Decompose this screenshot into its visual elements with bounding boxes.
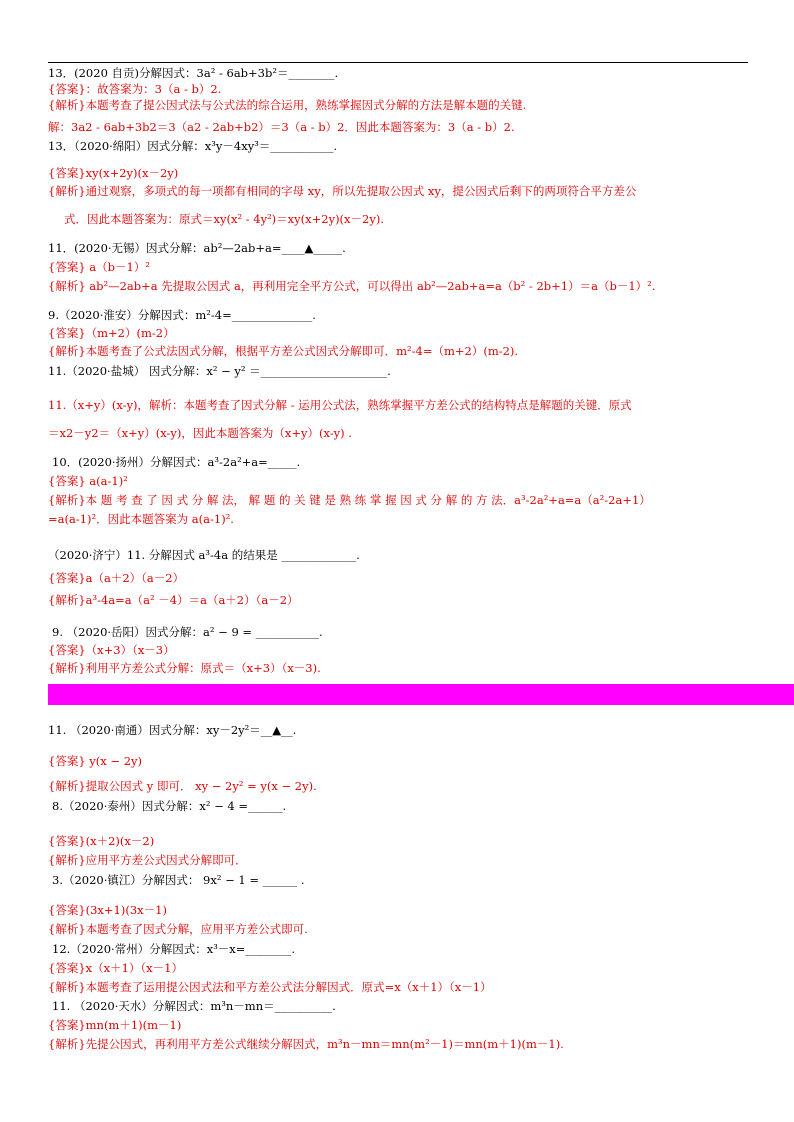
doc-line-l11: {解析} ab²—2ab+a 先提取公因式 a，再利用完全平方公式，可以得出 ab²—2ab+a=a（b² - 2b+1）＝a（b－1）². — [48, 279, 656, 293]
doc-line-l26: {答案}（x+3）（x－3） — [48, 643, 175, 657]
doc-line-l41: {答案}mn(m＋1)(m－1) — [48, 1018, 182, 1032]
doc-line-l14: {解析}本题考查了公式法因式分解，根据平方差公式因式分解即可．m²-4=（m+2）(m-2). — [48, 344, 519, 358]
doc-line-l37: 12.（2020·常州）分解因式：x³－x=________. — [52, 942, 296, 956]
doc-line-l27: {解析}利用平方差公式分解：原式＝（x+3）（x－3). — [48, 661, 321, 675]
doc-line-l38: {答案}x（x＋1）（x－1） — [48, 961, 183, 975]
doc-line-l02: {答案}：故答案为：3（a - b）2. — [48, 82, 222, 96]
doc-line-l04: 解：3a2 - 6ab+3b2＝3（a2 - 2ab+b2）＝3（a - b）2．因此本题答案为：3（a - b）2. — [48, 120, 515, 134]
header-rule — [48, 62, 748, 63]
doc-line-l17: ＝x2－y2＝（x+y）(x-y)，因此本题答案为（x+y）(x-y) . — [48, 426, 352, 440]
doc-line-l40: 11. （2020·天水）分解因式：m³n－mn＝__________. — [52, 999, 336, 1013]
doc-line-l36: {解析}本题考查了因式分解，应用平方差公式即可. — [48, 922, 308, 936]
doc-line-l25: 9. （2020·岳阳）因式分解：a² − 9 = ___________. — [52, 625, 323, 639]
doc-line-l01: 13．(2020 自贡)分解因式：3a² - 6ab+3b²＝________. — [48, 66, 339, 80]
doc-line-l12: 9.（2020·淮安）分解因式：m²-4=______________. — [48, 308, 316, 322]
doc-line-l35: {答案}(3x+1)(3x－1) — [48, 903, 167, 917]
doc-line-l31: 8.（2020·泰州）因式分解：x² − 4 =______. — [52, 799, 287, 813]
doc-line-l08: 式．因此本题答案为：原式＝xy(x² - 4y²)＝xy(x+2y)(x－2y). — [64, 212, 384, 226]
doc-line-l09: 11．(2020·无锡）因式分解：ab²—2ab+a=____▲_____. — [48, 241, 346, 255]
doc-line-l05: 13．（2020·绵阳）因式分解：x³y－4xy³＝___________. — [48, 139, 338, 153]
doc-line-l39: {解析}本题考查了运用提公因式法和平方差公式法分解因式．原式=x（x＋1）（x－1） — [48, 980, 492, 994]
doc-line-l20: {解析}本 题 考 查 了 因 式 分 解 法， 解 题 的 关 键 是 熟 练 掌 握 因 式 分 解 的 方 法．a³-2a²+a=a（a²-2a+1） — [48, 493, 651, 507]
doc-line-l42: {解析}先提公因式，再利用平方差公式继续分解因式，m³n－mn＝mn(m²－1)＝mn(m＋1)(m－1). — [48, 1037, 564, 1051]
doc-line-l16: 11.（x+y）(x-y)，解析：本题考查了因式分解 - 运用公式法，熟练掌握平方差公式的结构特点是解题的关键．原式 — [48, 398, 632, 412]
doc-line-l10: {答案} a（b－1）² — [48, 260, 150, 274]
doc-line-l21: =a(a-1)²．因此本题答案为 a(a-1)². — [48, 512, 234, 526]
magenta-separator-band — [48, 684, 794, 705]
doc-line-l22: （2020·济宁）11. 分解因式 a³-4a 的结果是 _____________. — [48, 548, 360, 562]
doc-line-l34: 3.（2020·镇江）分解因式： 9x² − 1 = ______ . — [52, 873, 305, 887]
doc-line-l33: {解析}应用平方差公式因式分解即可． — [48, 853, 247, 867]
doc-line-l13: {答案}（m+2）(m-2） — [48, 326, 175, 340]
doc-line-l15: 11.（2020·盐城） 因式分解：x² − y² ＝______________________. — [48, 364, 391, 378]
doc-line-l19: {答案} a(a-1)² — [48, 474, 128, 488]
doc-line-l06: {答案}xy(x+2y)(x－2y) — [48, 166, 179, 180]
doc-line-l03: {解析}本题考查了提公因式法与公式法的综合运用，熟练掌握因式分解的方法是解本题的关键. — [48, 98, 527, 112]
doc-line-l28: 11. （2020·南通）因式分解：xy－2y²＝__▲__. — [48, 723, 297, 737]
doc-line-l24: {解析}a³-4a=a（a² －4）＝a（a＋2）（a－2） — [48, 593, 299, 607]
doc-line-l29: {答案} y(x − 2y) — [48, 754, 143, 768]
doc-line-l23: {答案}a（a＋2）（a－2） — [48, 571, 185, 585]
doc-line-l30: {解析}提取公因式 y 即可． xy − 2y² = y(x − 2y). — [48, 779, 317, 793]
doc-line-l32: {答案}(x＋2)(x－2) — [48, 834, 155, 848]
doc-line-l07: {解析}通过观察，多项式的每一项都有相同的字母 xy，所以先提取公因式 xy，提公因式后剩下的两项符合平方差公 — [48, 184, 637, 198]
doc-line-l18: 10．(2020·扬州）分解因式：a³-2a²+a=_____. — [52, 455, 301, 469]
